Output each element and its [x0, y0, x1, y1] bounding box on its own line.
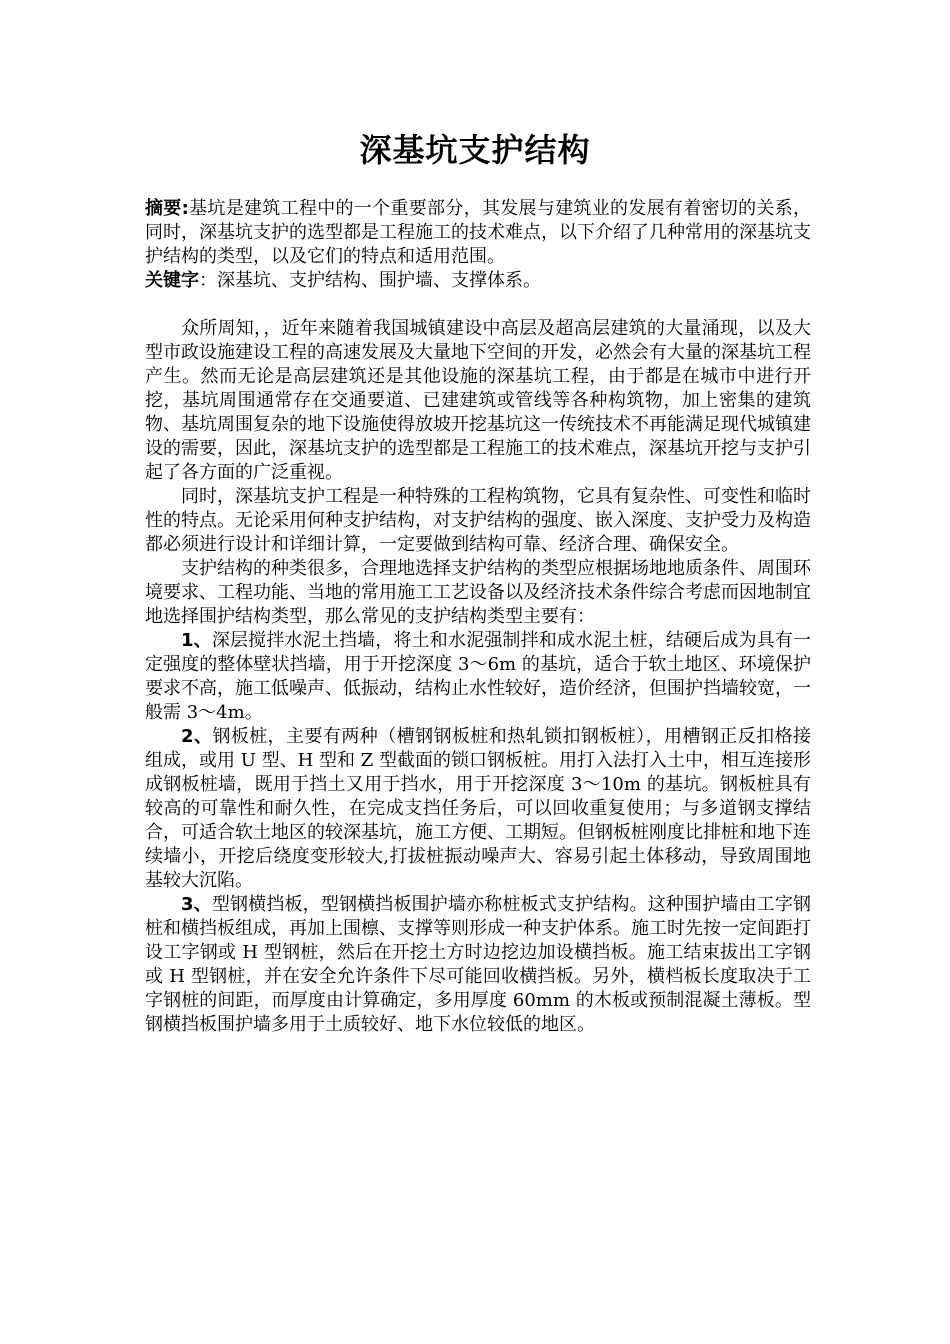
item-number: 1、	[181, 630, 212, 651]
item-number: 2、	[181, 726, 213, 747]
document-title: 深基坑支护结构	[359, 131, 591, 169]
paragraph: 众所周知，，近年来随着我国城镇建设中高层及超高层建筑的大量涌现，以及大型市政设施建设工程的高速发展及大量地下空间的开发，必然会有大量的深基坑工程产生。然而无论是高层建筑还是其他设施的深基坑工程，由于都是在城市中进行开挖，基坑周围通常存在交通要道、已建建筑或管线等各种构筑物，加上密集的建筑物、基坑周围复杂的地下设施使得放坡开挖基坑这一传统技术不再能满足现代城镇建设的需要，因此，深基坑支护的选型都是工程施工的技术难点，深基坑开挖与支护引起了各方面的广泛重视。	[145, 318, 811, 483]
item-number: 3、	[181, 894, 212, 915]
list-item	[145, 893, 811, 1037]
keywords	[145, 269, 811, 293]
keywords-label: 关键字	[145, 270, 199, 291]
list-item	[145, 629, 811, 725]
item-text: 钢板桩，主要有两种（槽钢钢板桩和热轧锁扣钢板桩），用槽钢正反扣格接组成，或用 U 型、H 型和 Z 型截面的锁口钢板桩。用打入法打入土中，相互连接形成钢板桩墙，既用于挡土又用于挡水，用于开挖深度 3～10m 的基坑。钢板桩具有较高的可靠性和耐久性，在完成支挡任务后，可以回收重复使用；与多道钢支撑结合，可适合软土地区的较深基坑，施工方便、工期短。但钢板桩刚度比排桩和地下连续墙小，开挖后绕度变形较大,打拔桩振动噪声大、容易引起土体移动，导致周围地基较大沉陷。	[145, 726, 812, 891]
spacer	[145, 293, 811, 317]
paragraph: 同时，深基坑支护工程是一种特殊的工程构筑物，它具有复杂性、可变性和临时性的特点。无论采用何种支护结构，对支护结构的强度、嵌入深度、支护受力及构造都必须进行设计和详细计算，一定要做到结构可靠、经济合理、确保安全。	[145, 486, 811, 555]
list-item	[145, 725, 811, 893]
abstract-label: 摘要:	[145, 198, 189, 219]
paragraph: 支护结构的种类很多，合理地选择支护结构的类型应根据场地地质条件、周围环境要求、工程功能、当地的常用施工工艺设备以及经济技术条件综合考虑而因地制宜地选择围护结构类型，那么常见的支护结构类型主要有：	[145, 558, 811, 627]
item-text: 深层搅拌水泥土挡墙，将土和水泥强制拌和成水泥土桩，结硬后成为具有一定强度的整体壁状挡墙，用于开挖深度 3～6m 的基坑，适合于软土地区、环境保护要求不高，施工低噪声、低振动，结构止水性较好，造价经济，但围护挡墙较宽，一般需 3～4m。	[145, 630, 812, 723]
item-text: 型钢横挡板，型钢横挡板围护墙亦称桩板式支护结构。这种围护墙由工字钢桩和横挡板组成，再加上围檩、支撑等则形成一种支护体系。施工时先按一定间距打设工字钢或 H 型钢桩，然后在开挖土方时边挖边加设横挡板。施工结束拔出工字钢或 H 型钢桩，并在安全允许条件下尽可能回收横挡板。另外，横档板长度取决于工字钢桩的间距，而厚度由计算确定，多用厚度 60mm 的木板或预制混凝土薄板。型钢横挡板围护墙多用于土质较好、地下水位较低的地区。	[145, 894, 812, 1035]
abstract-text: 基坑是建筑工程中的一个重要部分，其发展与建筑业的发展有着密切的关系，同时，深基坑支护的选型都是工程施工的技术难点，以下介绍了几种常用的深基坑支护结构的类型，以及它们的特点和适用范围。	[145, 198, 812, 267]
keywords-text: ：深基坑、支护结构、围护墙、支撑体系。	[199, 270, 541, 291]
document-body	[145, 197, 811, 1037]
abstract	[145, 197, 811, 269]
